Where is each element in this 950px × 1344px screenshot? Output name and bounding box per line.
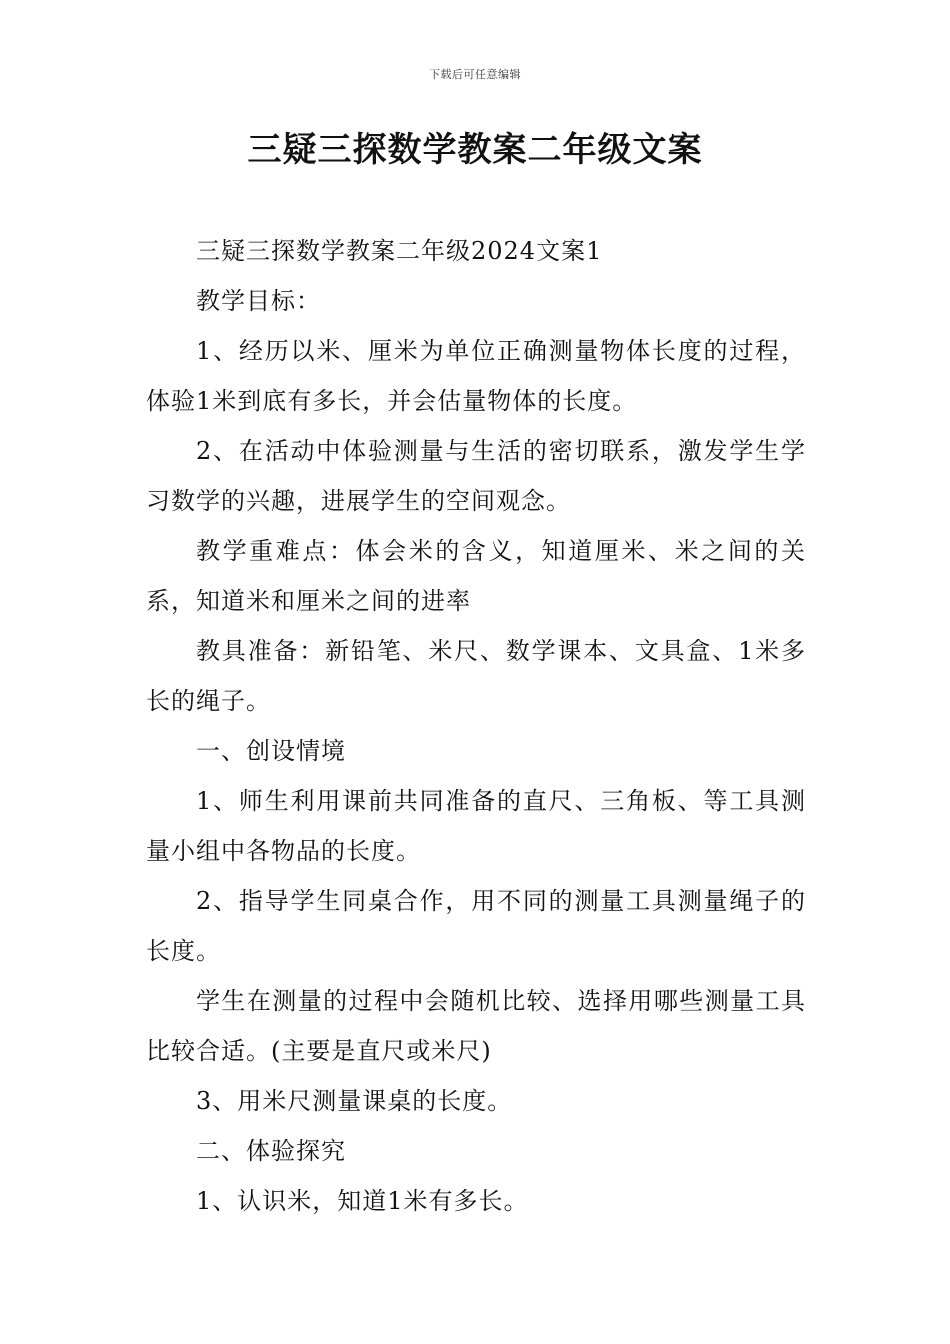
header-note: 下载后可任意编辑 (429, 68, 521, 81)
paragraph-section-1-heading: 一、创设情境 (196, 737, 346, 765)
paragraph-objectives-heading: 教学目标： (196, 287, 321, 315)
paragraph-step-1: 1、师生利用课前共同准备的直尺、三角板、等工具测量小组中各物品的长度。 (146, 787, 806, 865)
paragraph-section-2-step-1: 1、认识米，知道1米有多长。 (196, 1187, 529, 1215)
paragraph-student-note: 学生在测量的过程中会随机比较、选择用哪些测量工具比较合适。(主要是直尺或米尺) (146, 987, 806, 1065)
paragraph-step-3: 3、用米尺测量课桌的长度。 (196, 1087, 513, 1115)
paragraph-objective-2: 2、在活动中体验测量与生活的密切联系，激发学生学习数学的兴趣，进展学生的空间观念。 (146, 437, 806, 515)
paragraph-section-2-heading: 二、体验探究 (196, 1137, 346, 1165)
paragraph-materials: 教具准备：新铅笔、米尺、数学课本、文具盒、1米多长的绳子。 (146, 637, 806, 715)
document-body (146, 226, 806, 1226)
paragraph-objective-1: 1、经历以米、厘米为单位正确测量物体长度的过程，体验1米到底有多长，并会估量物体的长度。 (146, 337, 806, 415)
paragraph-step-2: 2、指导学生同桌合作，用不同的测量工具测量绳子的长度。 (146, 887, 806, 965)
page-title: 三疑三探数学教案二年级文案 (247, 130, 703, 170)
paragraph-key-points: 教学重难点：体会米的含义，知道厘米、米之间的关系，知道米和厘米之间的进率 (146, 537, 806, 615)
paragraph-subtitle: 三疑三探数学教案二年级2024文案1 (196, 237, 603, 265)
